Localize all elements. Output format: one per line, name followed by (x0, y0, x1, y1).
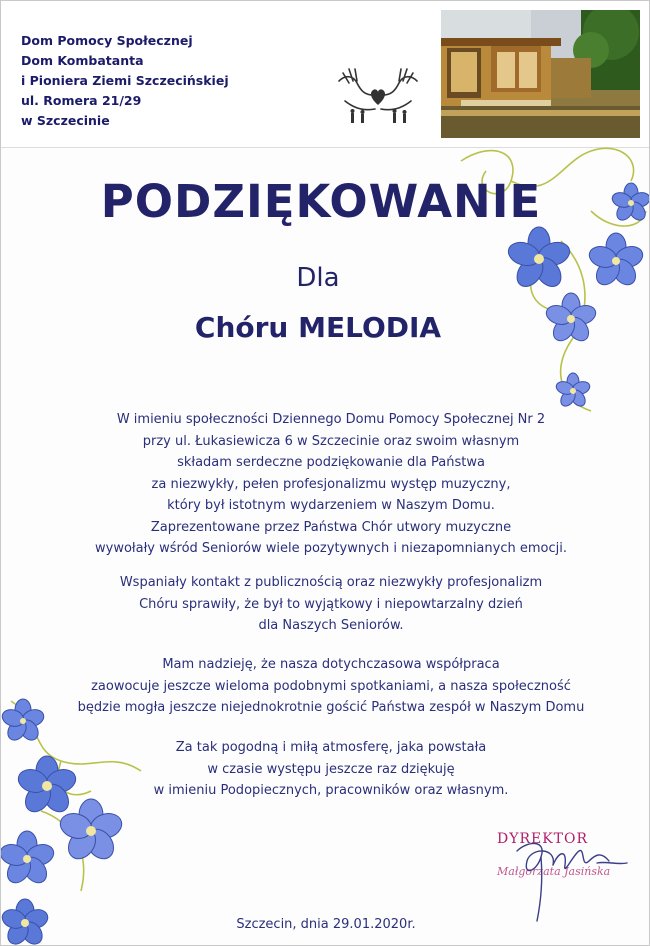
flower-decoration-bottom-left (1, 691, 151, 945)
address-line: w Szczecinie (21, 113, 110, 128)
recipient-name: Chóru MELODIA (194, 311, 442, 344)
text-line: zaowocuje jeszcze wieloma podobnymi spotkaniami, a nasza społeczność (91, 678, 571, 694)
text-line: składam serdeczne podziękowanie dla Państwa (177, 455, 485, 470)
text-line: w imieniu Podopiecznych, pracowników oraz własnym. (153, 783, 509, 798)
dedication-prefix: Dla (296, 263, 340, 293)
letterhead (1, 1, 649, 148)
text-line: który był istotnym wydarzeniem w Naszym Domu. (167, 498, 495, 513)
hands-heart-icon (335, 61, 421, 125)
text-line: dla Naszych Seniorów. (258, 618, 404, 633)
text-line: Wspaniały kontakt z publicznością oraz niezwykły profesjonalizm (119, 575, 543, 590)
place-and-date: Szczecin, dnia 29.01.2020r. (236, 917, 416, 932)
text-line: wywołały wśród Seniorów wiele pozytywnych i niezapomnianych emocji. (95, 541, 567, 556)
building-entrance-photo (441, 10, 640, 138)
address-line: Dom Pomocy Społecznej (21, 33, 193, 48)
handwritten-signature (497, 821, 637, 931)
text-line: za niezwykły, pełen profesjonalizmu występ muzyczny, (151, 476, 511, 492)
text-line: Zaprezentowane przez Państwa Chór utwory muzyczne (150, 519, 512, 535)
body-paragraph-2 (61, 572, 601, 637)
text-line: W imieniu społeczności Dziennego Domu Pomocy Społecznej Nr 2 (116, 412, 546, 427)
document-title: PODZIĘKOWANIE (100, 175, 542, 228)
stamp-name: Małgorzata Jasińska (497, 865, 611, 878)
body-paragraph-1 (61, 409, 601, 560)
address-line: i Pioniera Ziemi Szczecińskiej (21, 73, 229, 88)
text-line: Mam nadzieję, że nasza dotychczasowa współpraca (162, 657, 500, 672)
body-paragraph-3 (61, 654, 601, 719)
text-line: będzie mogła jeszcze niejednokrotnie gościć Państwa zespół w Naszym Domu (77, 700, 585, 715)
address-line: ul. Romera 21/29 (21, 93, 142, 108)
sender-address (21, 31, 229, 131)
text-line: przy ul. Łukasiewicza 6 w Szczecinie oraz swoim własnym (142, 433, 520, 449)
body-paragraph-4 (61, 737, 601, 802)
text-line: Chóru sprawiły, że był to wyjątkowy i niepowtarzalny dzień (139, 596, 523, 612)
text-line: w czasie występu jeszcze raz dziękuję (207, 761, 455, 777)
text-line: Za tak pogodną i miłą atmosferę, jaka powstała (175, 740, 487, 755)
address-line: Dom Kombatanta (21, 53, 144, 68)
stamp-title: DYREKTOR (497, 831, 589, 847)
